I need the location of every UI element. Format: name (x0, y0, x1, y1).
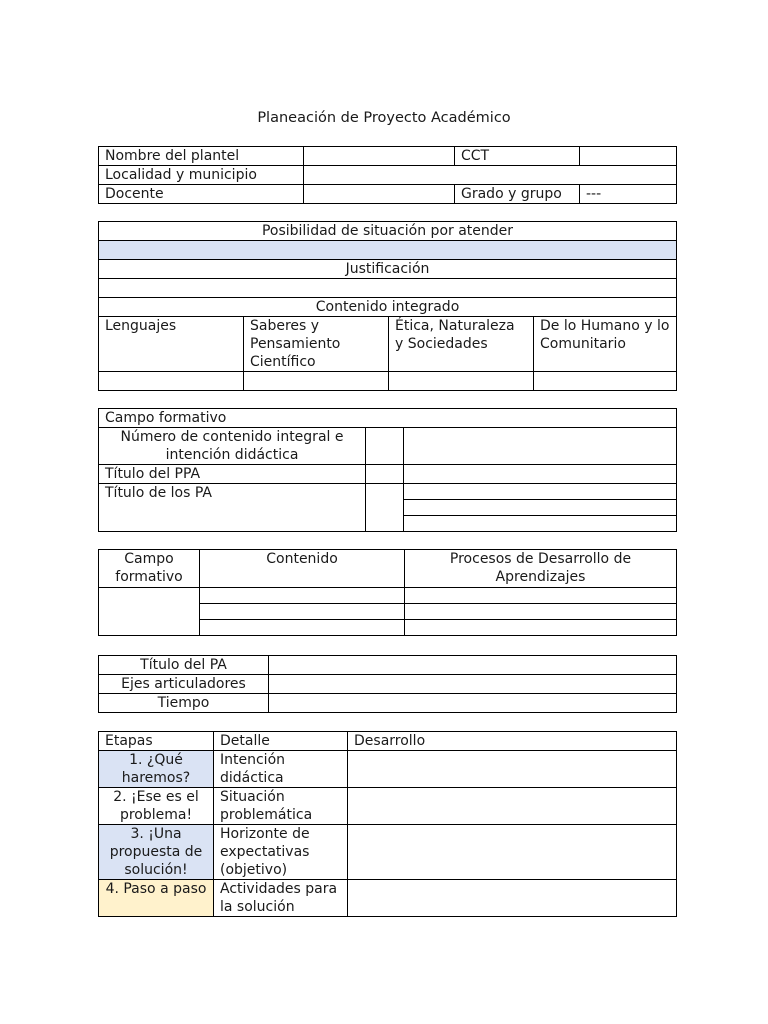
field-humano-value[interactable] (534, 372, 677, 391)
col-desarrollo: Desarrollo (348, 732, 677, 751)
titulo-pa-row-field[interactable] (269, 656, 677, 675)
ejes-field[interactable] (269, 675, 677, 694)
situation-table (98, 221, 677, 391)
titulo-ppa-label: Título del PPA (99, 465, 366, 484)
school-name-label: Nombre del plantel (99, 147, 304, 166)
etapa-1: 1. ¿Qué haremos? (99, 751, 214, 788)
justification-field[interactable] (99, 279, 677, 298)
field-humano: De lo Humano y lo Comunitario (534, 317, 677, 372)
detalle-2: Situación problemática (214, 788, 348, 825)
titulo-pa-small-field[interactable] (366, 484, 404, 532)
col-etapas: Etapas (99, 732, 214, 751)
contenido-field-3[interactable] (200, 620, 405, 636)
numero-contenido-small-field[interactable] (366, 428, 404, 465)
col-procesos: Procesos de Desarrollo de Aprendizajes (405, 550, 677, 588)
field-saberes-value[interactable] (244, 372, 389, 391)
cct-field[interactable] (580, 147, 677, 166)
page-title: Planeación de Proyecto Académico (257, 110, 511, 126)
field-etica: Ética, Naturaleza y Sociedades (389, 317, 534, 372)
field-lenguajes: Lenguajes (99, 317, 244, 372)
titulo-pa-field-2[interactable] (404, 500, 677, 516)
campo-formativo-field[interactable] (99, 588, 200, 636)
etapa-2: 2. ¡Ese es el problema! (99, 788, 214, 825)
procesos-field-2[interactable] (405, 604, 677, 620)
procesos-field-1[interactable] (405, 588, 677, 604)
field-saberes: Saberes y Pensamiento Científico (244, 317, 389, 372)
school-name-field[interactable] (304, 147, 455, 166)
ejes-label: Ejes articuladores (99, 675, 269, 694)
situation-field[interactable] (99, 241, 677, 260)
grade-label: Grado y grupo (455, 185, 580, 204)
teacher-label: Docente (99, 185, 304, 204)
tiempo-field[interactable] (269, 694, 677, 713)
locality-field[interactable] (304, 166, 677, 185)
grade-field[interactable]: --- (580, 185, 677, 204)
situation-header: Posibilidad de situación por atender (99, 222, 677, 241)
procesos-field-3[interactable] (405, 620, 677, 636)
tiempo-label: Tiempo (99, 694, 269, 713)
campo-label: Campo formativo (99, 409, 677, 428)
contenido-field-1[interactable] (200, 588, 405, 604)
titulo-ppa-small-field[interactable] (366, 465, 404, 484)
titulo-pa-row-label: Título del PA (99, 656, 269, 675)
detalle-4: Actividades para la solución (214, 880, 348, 917)
pa-table (98, 655, 677, 713)
col-contenido: Contenido (200, 550, 405, 588)
cct-label: CCT (455, 147, 580, 166)
numero-contenido-label: Número de contenido integral e intención didáctica (99, 428, 366, 465)
contenido-field-2[interactable] (200, 604, 405, 620)
numero-contenido-field[interactable] (404, 428, 677, 465)
titulo-pa-label: Título de los PA (99, 484, 366, 532)
integrated-content-header: Contenido integrado (99, 298, 677, 317)
desarrollo-field-4[interactable] (348, 880, 677, 917)
titulo-ppa-field[interactable] (404, 465, 677, 484)
detalle-1: Intención didáctica (214, 751, 348, 788)
desarrollo-field-3[interactable] (348, 825, 677, 880)
locality-label: Localidad y municipio (99, 166, 304, 185)
titulo-pa-field-1[interactable] (404, 484, 677, 500)
etapa-3: 3. ¡Una propuesta de solución! (99, 825, 214, 880)
col-campo-formativo: Campo formativo (99, 550, 200, 588)
col-detalle: Detalle (214, 732, 348, 751)
titulo-pa-field-3[interactable] (404, 516, 677, 532)
etapas-table (98, 731, 677, 917)
field-etica-value[interactable] (389, 372, 534, 391)
justification-header: Justificación (99, 260, 677, 279)
teacher-field[interactable] (304, 185, 455, 204)
detalle-3: Horizonte de expectativas (objetivo) (214, 825, 348, 880)
field-lenguajes-value[interactable] (99, 372, 244, 391)
desarrollo-field-1[interactable] (348, 751, 677, 788)
desarrollo-field-2[interactable] (348, 788, 677, 825)
campo-table (98, 408, 677, 532)
etapa-4: 4. Paso a paso (99, 880, 214, 917)
contenido-table (98, 549, 677, 636)
general-info-table (98, 146, 677, 204)
